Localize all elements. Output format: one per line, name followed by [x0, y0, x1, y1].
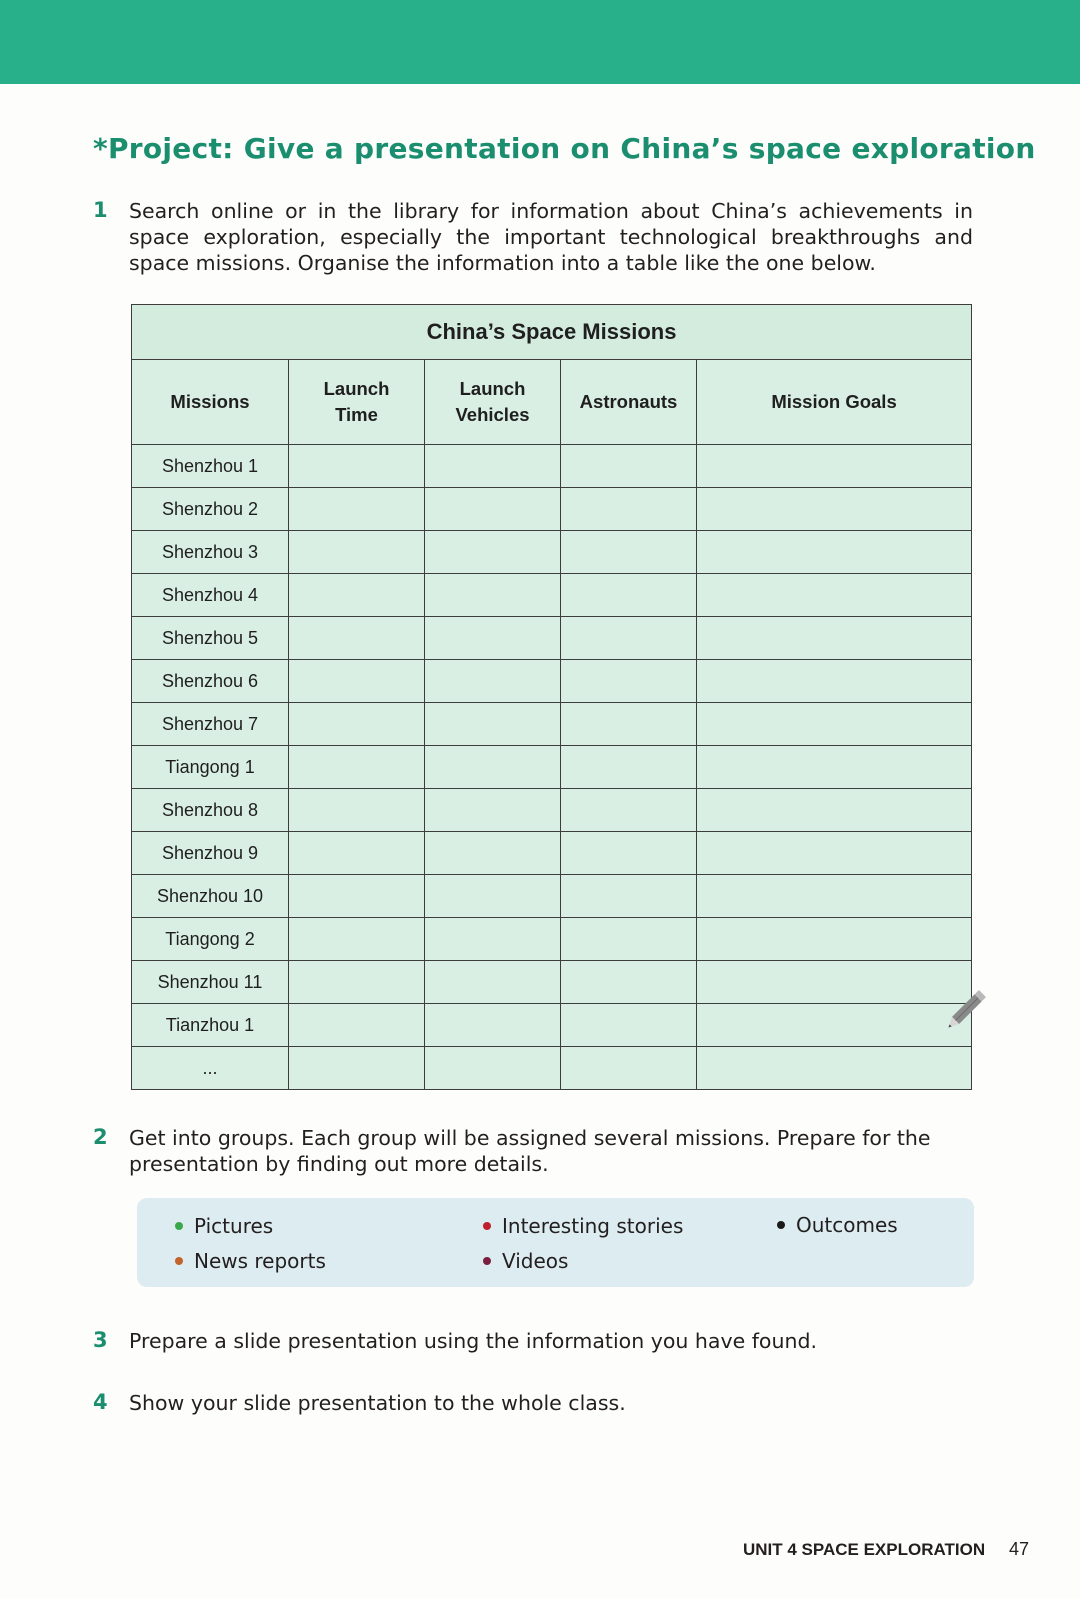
mission-goals-cell[interactable]	[697, 531, 972, 574]
table-row	[132, 789, 972, 832]
bullet-item	[175, 1249, 326, 1273]
astronauts-cell[interactable]	[561, 875, 697, 918]
mission-cell: Shenzhou 9	[132, 832, 289, 875]
astronauts-cell[interactable]	[561, 1004, 697, 1047]
step-number: 4	[93, 1390, 108, 1414]
step-number: 2	[93, 1125, 108, 1149]
table-row	[132, 488, 972, 531]
launch-vehicles-cell[interactable]	[425, 918, 561, 961]
mission-goals-cell[interactable]	[697, 660, 972, 703]
mission-cell: Tiangong 1	[132, 746, 289, 789]
table-row	[132, 531, 972, 574]
table-row	[132, 961, 972, 1004]
launch-vehicles-cell[interactable]	[425, 445, 561, 488]
launch-vehicles-cell[interactable]	[425, 961, 561, 1004]
launch-vehicles-cell[interactable]	[425, 832, 561, 875]
bullet-label: Videos	[502, 1249, 569, 1273]
mission-cell: Tiangong 2	[132, 918, 289, 961]
mission-goals-cell[interactable]	[697, 918, 972, 961]
page-title: *Project: Give a presentation on China’s space exploration	[93, 132, 1036, 165]
table-row	[132, 832, 972, 875]
launch-vehicles-cell[interactable]	[425, 1004, 561, 1047]
step-3	[93, 1328, 973, 1354]
mission-goals-cell[interactable]	[697, 875, 972, 918]
launch-time-cell[interactable]	[289, 703, 425, 746]
mission-cell: Shenzhou 10	[132, 875, 289, 918]
astronauts-cell[interactable]	[561, 531, 697, 574]
mission-goals-cell[interactable]	[697, 746, 972, 789]
table-row	[132, 574, 972, 617]
launch-time-cell[interactable]	[289, 1004, 425, 1047]
launch-time-cell[interactable]	[289, 488, 425, 531]
mission-cell: Shenzhou 11	[132, 961, 289, 1004]
bullet-label: Interesting stories	[502, 1214, 684, 1238]
launch-vehicles-cell[interactable]	[425, 531, 561, 574]
launch-vehicles-cell[interactable]	[425, 789, 561, 832]
suggestions-box	[137, 1198, 974, 1287]
launch-time-cell[interactable]	[289, 574, 425, 617]
step-text: Prepare a slide presentation using the information you have found.	[129, 1329, 817, 1353]
bullet-dot	[483, 1222, 491, 1230]
column-header-mission-goals: Mission Goals	[697, 360, 972, 445]
launch-vehicles-cell[interactable]	[425, 488, 561, 531]
launch-time-cell[interactable]	[289, 789, 425, 832]
bullet-dot	[483, 1257, 491, 1265]
step-number: 3	[93, 1328, 108, 1352]
astronauts-cell[interactable]	[561, 660, 697, 703]
table-row	[132, 703, 972, 746]
launch-vehicles-cell[interactable]	[425, 617, 561, 660]
bullet-dot	[777, 1221, 785, 1229]
mission-cell: Tianzhou 1	[132, 1004, 289, 1047]
bullet-item	[777, 1213, 898, 1237]
table-row	[132, 660, 972, 703]
table-caption: China’s Space Missions	[132, 305, 972, 360]
mission-goals-cell[interactable]	[697, 703, 972, 746]
launch-time-cell[interactable]	[289, 445, 425, 488]
bullet-label: News reports	[194, 1249, 326, 1273]
footer-unit-title: UNIT 4 SPACE EXPLORATION	[743, 1540, 986, 1559]
bullet-dot	[175, 1222, 183, 1230]
step-text: Search online or in the library for information about China’s achievements in space exploration, especially the important technological breakthroughs and space missions. Organise the information into a table like the one below.	[129, 199, 973, 275]
pencil-icon	[944, 982, 994, 1032]
mission-goals-cell[interactable]	[697, 832, 972, 875]
mission-goals-cell[interactable]	[697, 488, 972, 531]
column-header-astronauts: Astronauts	[561, 360, 697, 445]
step-text: Get into groups. Each group will be assigned several missions. Prepare for the presentation by finding out more details.	[129, 1126, 931, 1176]
launch-time-cell[interactable]	[289, 746, 425, 789]
mission-cell: Shenzhou 4	[132, 574, 289, 617]
astronauts-cell[interactable]	[561, 918, 697, 961]
astronauts-cell[interactable]	[561, 617, 697, 660]
launch-time-cell[interactable]	[289, 531, 425, 574]
mission-cell: ...	[132, 1047, 289, 1090]
launch-vehicles-cell[interactable]	[425, 703, 561, 746]
launch-vehicles-cell[interactable]	[425, 1047, 561, 1090]
bullet-item	[175, 1214, 273, 1238]
mission-goals-cell[interactable]	[697, 574, 972, 617]
mission-goals-cell[interactable]	[697, 1047, 972, 1090]
top-color-band	[0, 0, 1080, 84]
mission-goals-cell[interactable]	[697, 1004, 972, 1047]
astronauts-cell[interactable]	[561, 961, 697, 1004]
astronauts-cell[interactable]	[561, 789, 697, 832]
mission-cell: Shenzhou 5	[132, 617, 289, 660]
table-row	[132, 1047, 972, 1090]
table-row	[132, 746, 972, 789]
column-header-launch-time: Launch Time	[289, 360, 425, 445]
step-2	[93, 1125, 973, 1177]
mission-cell: Shenzhou 1	[132, 445, 289, 488]
mission-goals-cell[interactable]	[697, 617, 972, 660]
table-row	[132, 875, 972, 918]
mission-cell: Shenzhou 8	[132, 789, 289, 832]
mission-cell: Shenzhou 3	[132, 531, 289, 574]
launch-vehicles-cell[interactable]	[425, 574, 561, 617]
table-row	[132, 617, 972, 660]
table-row	[132, 918, 972, 961]
astronauts-cell[interactable]	[561, 574, 697, 617]
launch-vehicles-cell[interactable]	[425, 660, 561, 703]
astronauts-cell[interactable]	[561, 488, 697, 531]
launch-time-cell[interactable]	[289, 918, 425, 961]
astronauts-cell[interactable]	[561, 746, 697, 789]
astronauts-cell[interactable]	[561, 703, 697, 746]
launch-time-cell[interactable]	[289, 660, 425, 703]
launch-time-cell[interactable]	[289, 617, 425, 660]
mission-cell: Shenzhou 2	[132, 488, 289, 531]
step-text: Show your slide presentation to the whole class.	[129, 1391, 626, 1415]
launch-vehicles-cell[interactable]	[425, 875, 561, 918]
bullet-item	[483, 1249, 568, 1273]
astronauts-cell[interactable]	[561, 445, 697, 488]
bullet-dot	[175, 1257, 183, 1265]
mission-goals-cell[interactable]	[697, 961, 972, 1004]
step-1	[93, 198, 973, 276]
mission-cell: Shenzhou 6	[132, 660, 289, 703]
launch-vehicles-cell[interactable]	[425, 746, 561, 789]
step-4	[93, 1390, 973, 1416]
column-header-missions: Missions	[132, 360, 289, 445]
column-header-launch-vehicles: Launch Vehicles	[425, 360, 561, 445]
bullet-label: Pictures	[194, 1214, 274, 1238]
step-number: 1	[93, 198, 108, 222]
mission-goals-cell[interactable]	[697, 789, 972, 832]
table-row	[132, 1004, 972, 1047]
launch-time-cell[interactable]	[289, 1047, 425, 1090]
page-number: 47	[1009, 1539, 1030, 1559]
astronauts-cell[interactable]	[561, 832, 697, 875]
bullet-item	[483, 1214, 683, 1238]
launch-time-cell[interactable]	[289, 875, 425, 918]
launch-time-cell[interactable]	[289, 961, 425, 1004]
bullet-label: Outcomes	[796, 1213, 898, 1237]
mission-cell: Shenzhou 7	[132, 703, 289, 746]
mission-goals-cell[interactable]	[697, 445, 972, 488]
astronauts-cell[interactable]	[561, 1047, 697, 1090]
table-row	[132, 445, 972, 488]
missions-table	[131, 304, 971, 1090]
launch-time-cell[interactable]	[289, 832, 425, 875]
